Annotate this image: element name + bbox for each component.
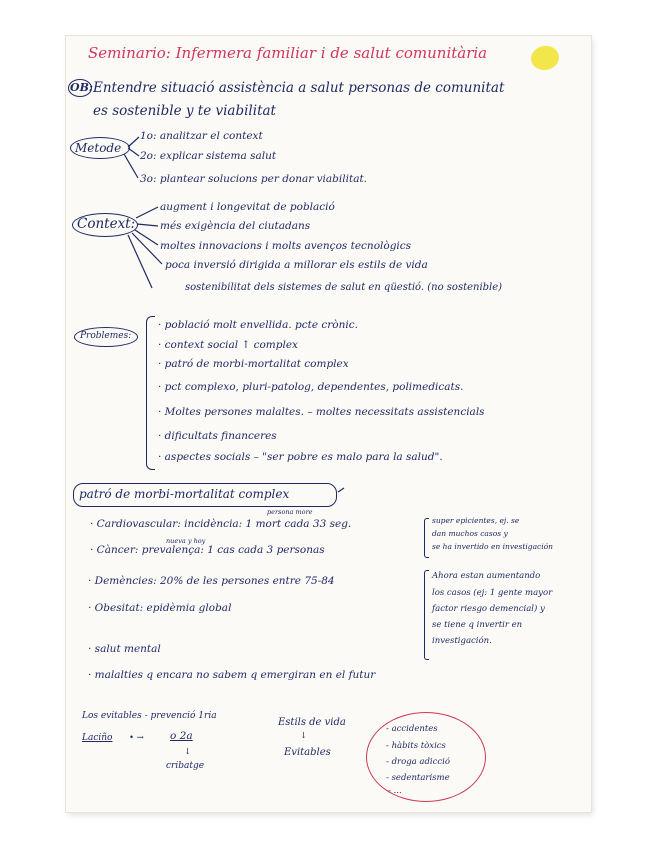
problem-5: · Moltes persones malaltes. – moltes necessitats assistencials <box>158 406 485 418</box>
problemes-label: Problemes: <box>80 331 132 341</box>
objective-line2: es sostenible y te viabilitat <box>93 103 276 119</box>
problem-2: · context social ↑ complex <box>158 339 298 351</box>
side-note1-line3: se ha invertido en investigación <box>432 542 553 551</box>
metode-step-1: 1o: analitzar el context <box>140 130 263 142</box>
problem-6: · dificultats financeres <box>158 430 277 442</box>
context-arrow-5 <box>128 235 152 288</box>
list-item-3: - droga adicció <box>386 757 450 767</box>
context-item-2: més exigència del ciutadans <box>160 220 311 232</box>
estils-label: Estils de vida <box>278 717 346 728</box>
problem-3: · patró de morbi-mortalitat complex <box>158 358 349 370</box>
list-item-5: - ... <box>388 786 402 796</box>
metode-arrow-2 <box>128 148 139 156</box>
patro-box-tail <box>338 488 344 492</box>
side-note2-line2: los casos (ej: 1 gente mayor <box>432 588 553 598</box>
context-item-1: augment i longevitat de població <box>160 201 335 213</box>
context-item-5: sostenibilitat dels sistemes de salut en qüestió. (no sostenible) <box>185 282 503 293</box>
context-label: Context: <box>77 216 136 232</box>
metode-step-2: 2o: explicar sistema salut <box>140 150 277 162</box>
objective-line1: Entendre situació assistència a salut personas de comunitat <box>93 80 505 96</box>
patro-item-5: · salut mental <box>88 643 161 655</box>
ob-label: OB: <box>70 81 93 94</box>
side-note2-line1: Ahora estan aumentando <box>432 571 541 581</box>
patro-item-4: · Obesitat: epidèmia global <box>88 602 232 614</box>
patro-item-6: · malalties q encara no sabem q emergiran en el futur <box>88 669 376 681</box>
list-item-4: - sedentarisme <box>386 773 450 783</box>
problem-7: · aspectes socials – "ser pobre es malo para la salud". <box>158 451 443 463</box>
side-note2-line5: investigación. <box>432 636 492 646</box>
cribatge-label: cribatge <box>166 761 205 771</box>
lacino-label: Laciño <box>82 733 113 743</box>
patro-label: patró de morbi-mortalitat complex <box>79 487 290 501</box>
problem-4: · pct complexo, pluri-patolog, dependentes, polimedicats. <box>158 381 464 393</box>
list-item-2: - hàbits tòxics <box>386 741 446 751</box>
side-note2-line3: factor riesgo demencial) y <box>432 604 545 614</box>
context-item-4: poca inversió dirigida a millorar els estils de vida <box>165 259 428 271</box>
evitables-heading: Los evitables - prevenció 1ria <box>82 711 217 721</box>
tiny-note-2: nueva y hoy <box>166 537 206 545</box>
down-arrow: ↓ <box>184 747 192 757</box>
side-note2-line4: se tiene q invertir en <box>432 620 523 630</box>
list-item-1: - accidentes <box>386 724 438 734</box>
page-title: Seminario: Infermera familiar i de salut comunitària <box>88 44 488 62</box>
patro-item-2: · Càncer: prevalença: 1 cas cada 3 personas <box>90 544 325 556</box>
evitables-label: Evitables <box>284 747 331 758</box>
context-arrow-2 <box>137 224 158 226</box>
tiny-note-1: persona more <box>267 508 313 516</box>
metode-step-3: 3o: plantear solucions per donar viabilitat. <box>140 173 368 185</box>
patro-item-1: · Cardiovascular: incidència: 1 mort cada 33 seg. <box>90 518 352 530</box>
metode-arrow-3 <box>124 154 138 178</box>
context-arrow-3 <box>135 230 158 245</box>
two-a-label: o 2a <box>170 730 193 742</box>
problem-1: · població molt envellida. pcte crònic. <box>158 319 358 331</box>
context-item-3: moltes innovacions i molts avenços tecnològics <box>160 240 412 252</box>
lacino-arrow: • → <box>129 733 144 743</box>
context-arrow-1 <box>136 207 158 218</box>
side-note1-line1: super epicientes, ej. se <box>432 516 520 525</box>
estils-arrow: ↓ <box>300 731 308 741</box>
patro-item-3: · Demències: 20% de les persones entre 75-84 <box>88 575 335 587</box>
side-note1-line2: dan muchos casos y <box>432 529 508 538</box>
metode-label: Metode <box>75 141 122 155</box>
metode-arrow-1 <box>128 137 139 147</box>
